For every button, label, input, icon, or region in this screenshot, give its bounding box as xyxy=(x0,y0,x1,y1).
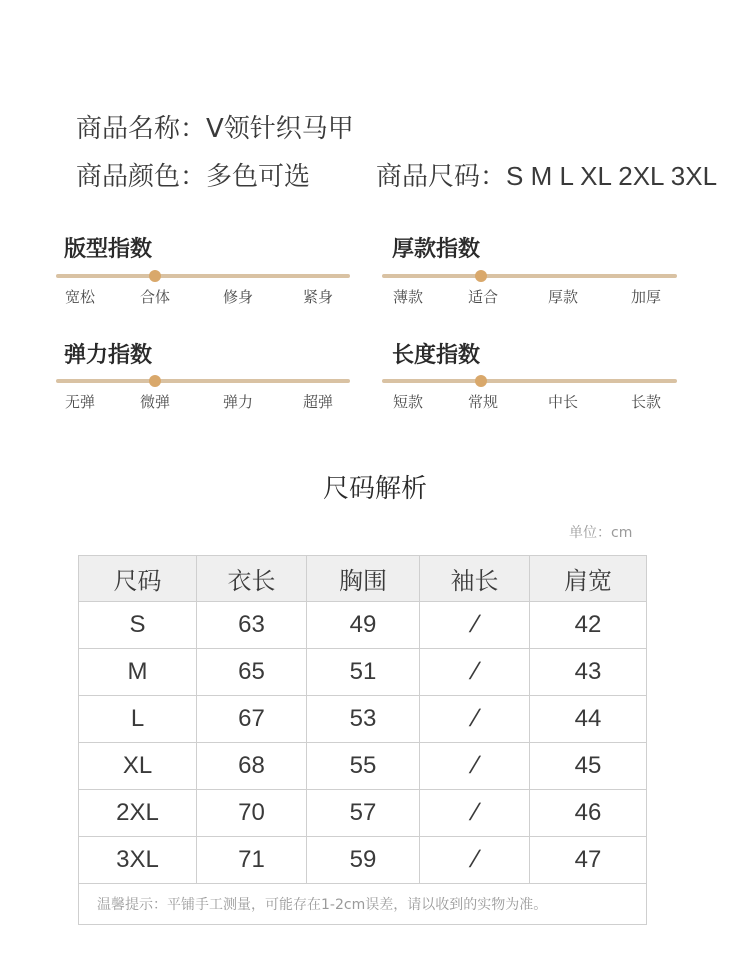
table-row xyxy=(79,790,647,837)
sleeve-value: / xyxy=(466,705,483,732)
index-track xyxy=(56,274,350,278)
cell-size: M xyxy=(79,649,197,696)
table-note-row xyxy=(79,884,647,925)
product-size-label: 商品尺码： xyxy=(376,162,507,192)
index-level: 薄款 xyxy=(392,288,423,306)
sleeve-value: / xyxy=(466,846,483,873)
measurement-note: 温馨提示：平铺手工测量，可能存在1-2cm误差，请以收到的实物为准。 xyxy=(79,884,647,925)
index-marker xyxy=(149,375,161,387)
cell-sleeve xyxy=(420,743,530,790)
product-color-label: 商品颜色： xyxy=(76,162,207,192)
cell-chest: 53 xyxy=(307,696,420,743)
index-track xyxy=(382,379,677,383)
index-title: 长度指数 xyxy=(392,343,481,368)
sleeve-value: / xyxy=(466,752,483,779)
cell-length: 68 xyxy=(197,743,307,790)
table-row xyxy=(79,743,647,790)
table-row xyxy=(79,696,647,743)
index-level: 宽松 xyxy=(64,288,95,306)
index-level: 短款 xyxy=(392,393,423,411)
index-title: 版型指数 xyxy=(64,237,153,262)
index-marker xyxy=(149,270,161,282)
product-size-line xyxy=(376,156,717,193)
table-row xyxy=(79,649,647,696)
cell-shoulder: 42 xyxy=(530,602,647,649)
product-color-value: 多色可选 xyxy=(206,162,311,192)
cell-sleeve xyxy=(420,649,530,696)
index-level: 中长 xyxy=(547,393,578,411)
sleeve-value: / xyxy=(466,611,483,638)
cell-length: 71 xyxy=(197,837,307,884)
cell-shoulder: 45 xyxy=(530,743,647,790)
sleeve-value: / xyxy=(466,658,483,685)
cell-chest: 51 xyxy=(307,649,420,696)
cell-size: 2XL xyxy=(79,790,197,837)
index-level: 微弹 xyxy=(139,393,170,411)
index-level: 适合 xyxy=(467,288,498,306)
index-track xyxy=(382,274,677,278)
header-size: 尺码 xyxy=(79,556,197,602)
cell-chest: 55 xyxy=(307,743,420,790)
cell-shoulder: 44 xyxy=(530,696,647,743)
index-level: 常规 xyxy=(467,393,498,411)
header-shoulder: 肩宽 xyxy=(530,556,647,602)
cell-size: L xyxy=(79,696,197,743)
cell-size: XL xyxy=(79,743,197,790)
index-marker xyxy=(475,270,487,282)
cell-sleeve xyxy=(420,837,530,884)
size-chart-title: 尺码解析 xyxy=(322,474,427,504)
cell-shoulder: 47 xyxy=(530,837,647,884)
cell-shoulder: 43 xyxy=(530,649,647,696)
index-level: 弹力 xyxy=(222,393,253,411)
index-level: 超弹 xyxy=(302,393,333,411)
cell-length: 70 xyxy=(197,790,307,837)
cell-shoulder: 46 xyxy=(530,790,647,837)
table-row xyxy=(79,602,647,649)
table-row xyxy=(79,837,647,884)
size-chart-unit: 单位：cm xyxy=(569,525,633,541)
product-name-label: 商品名称： xyxy=(76,114,207,144)
cell-length: 63 xyxy=(197,602,307,649)
size-table xyxy=(78,555,647,925)
index-marker xyxy=(475,375,487,387)
index-level: 修身 xyxy=(222,288,253,306)
product-size-value: S M L XL 2XL 3XL xyxy=(506,161,718,191)
index-title: 弹力指数 xyxy=(64,343,153,368)
index-level: 加厚 xyxy=(630,288,661,306)
index-track xyxy=(56,379,350,383)
cell-size: S xyxy=(79,602,197,649)
index-level: 长款 xyxy=(630,393,661,411)
cell-sleeve xyxy=(420,696,530,743)
header-chest: 胸围 xyxy=(307,556,420,602)
cell-chest: 49 xyxy=(307,602,420,649)
index-level: 无弹 xyxy=(64,393,95,411)
index-level: 厚款 xyxy=(547,288,578,306)
cell-length: 65 xyxy=(197,649,307,696)
cell-chest: 59 xyxy=(307,837,420,884)
product-name-line xyxy=(76,108,354,145)
product-color-line xyxy=(76,156,310,193)
sleeve-value: / xyxy=(466,799,483,826)
cell-sleeve xyxy=(420,602,530,649)
header-length: 衣长 xyxy=(197,556,307,602)
index-level: 紧身 xyxy=(302,288,333,306)
header-sleeve: 袖长 xyxy=(420,556,530,602)
cell-sleeve xyxy=(420,790,530,837)
cell-chest: 57 xyxy=(307,790,420,837)
index-level: 合体 xyxy=(139,288,170,306)
cell-length: 67 xyxy=(197,696,307,743)
product-name-value: V领针织马甲 xyxy=(206,114,354,144)
index-title: 厚款指数 xyxy=(392,237,481,262)
cell-size: 3XL xyxy=(79,837,197,884)
size-table-header xyxy=(79,556,647,602)
